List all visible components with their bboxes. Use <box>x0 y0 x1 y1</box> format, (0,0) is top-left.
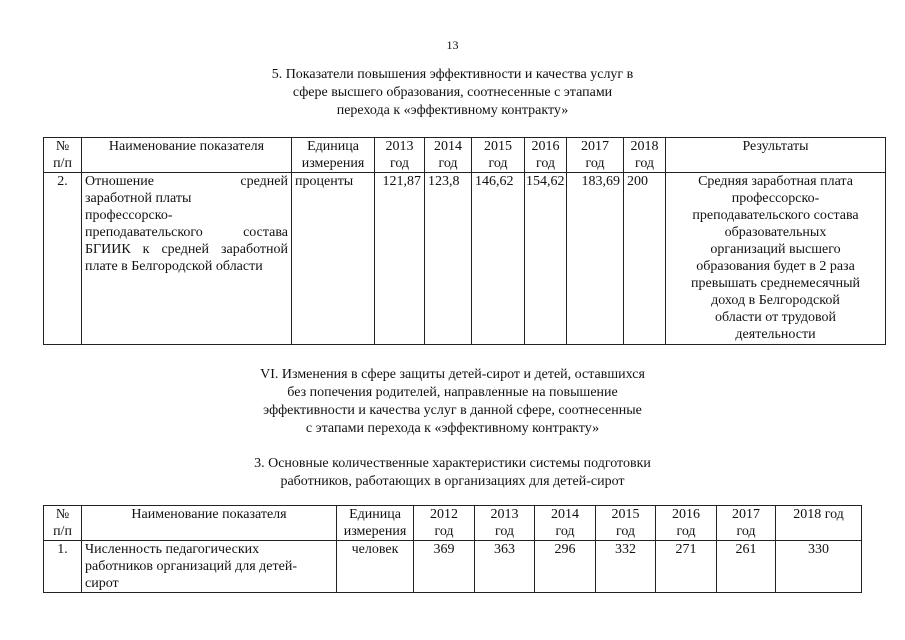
row-indicator-name: Численность педагогических работников организаций для детей- сирот <box>82 541 337 593</box>
value-2016: 154,62 <box>525 173 567 345</box>
header-name: Наименование показателя <box>82 138 292 173</box>
value-2013: 363 <box>475 541 535 593</box>
heading-line: перехода к «эффективному контракту» <box>336 103 569 118</box>
row-unit: проценты <box>292 173 375 345</box>
efficiency-indicators-table <box>43 137 886 345</box>
header-unit: Единица измерения <box>292 138 375 173</box>
header-name: Наименование показателя <box>82 506 337 541</box>
row-unit: человек <box>337 541 414 593</box>
heading-line: эффективности и качества услуг в данной сфере, соотнесенные <box>263 403 642 418</box>
header-year-2018: 2018 год <box>776 506 862 541</box>
header-year-2012: 2012 год <box>414 506 475 541</box>
row-num: 2. <box>44 173 82 345</box>
header-results: Результаты <box>666 138 886 173</box>
value-2012: 369 <box>414 541 475 593</box>
table-row <box>44 541 862 593</box>
header-year-2015: 2015 год <box>596 506 656 541</box>
heading-line: сфере высшего образования, соотнесенные с этапами <box>292 85 613 100</box>
value-2017: 183,69 <box>567 173 624 345</box>
value-2015: 146,62 <box>472 173 525 345</box>
value-2013: 121,87 <box>375 173 425 345</box>
header-year-2015: 2015 год <box>472 138 525 173</box>
row-results: Средняя заработная плата профессорско- преподавательского состава образовательных организаций высшего образования будет в 2 раза превышать среднемесячный доход в Белгородской области от трудовой деятельности <box>666 173 886 345</box>
section5-heading <box>0 66 905 120</box>
heading-line: VI. Изменения в сфере защиты детей-сирот и детей, оставшихся <box>260 367 645 382</box>
header-year-2017: 2017 год <box>567 138 624 173</box>
header-year-2013: 2013 год <box>375 138 425 173</box>
value-2018: 200 <box>624 173 666 345</box>
value-2014: 296 <box>535 541 596 593</box>
row-num: 1. <box>44 541 82 593</box>
heading-line: с этапами перехода к «эффективному контракту» <box>305 421 600 436</box>
section3-heading <box>0 455 905 491</box>
header-year-2017: 2017 год <box>717 506 776 541</box>
table-header-row <box>44 506 862 541</box>
header-num: № п/п <box>44 138 82 173</box>
heading-line: 3. Основные количественные характеристики системы подготовки <box>254 456 651 471</box>
table-row <box>44 173 886 345</box>
header-year-2013: 2013 год <box>475 506 535 541</box>
heading-line: без попечения родителей, направленные на повышение <box>287 385 618 400</box>
value-2014: 123,8 <box>425 173 472 345</box>
header-year-2014: 2014 год <box>535 506 596 541</box>
heading-line: 5. Показатели повышения эффективности и качества услуг в <box>271 67 634 82</box>
value-2017: 261 <box>717 541 776 593</box>
header-num: № п/п <box>44 506 82 541</box>
row-indicator-name: Отношение средней заработной платы профессорско- преподавательского состава БГИИК к средней заработной плате в Белгородской области <box>82 173 292 345</box>
staff-characteristics-table <box>43 505 862 593</box>
value-2016: 271 <box>656 541 717 593</box>
page-number: 13 <box>446 38 459 52</box>
header-year-2016: 2016 год <box>525 138 567 173</box>
value-2015: 332 <box>596 541 656 593</box>
heading-line: работников, работающих в организациях для детей-сирот <box>280 474 625 489</box>
header-year-2018: 2018 год <box>624 138 666 173</box>
table-header-row <box>44 138 886 173</box>
header-unit: Единица измерения <box>337 506 414 541</box>
header-year-2014: 2014 год <box>425 138 472 173</box>
value-2018: 330 <box>776 541 862 593</box>
section6-heading <box>0 366 905 438</box>
header-year-2016: 2016 год <box>656 506 717 541</box>
